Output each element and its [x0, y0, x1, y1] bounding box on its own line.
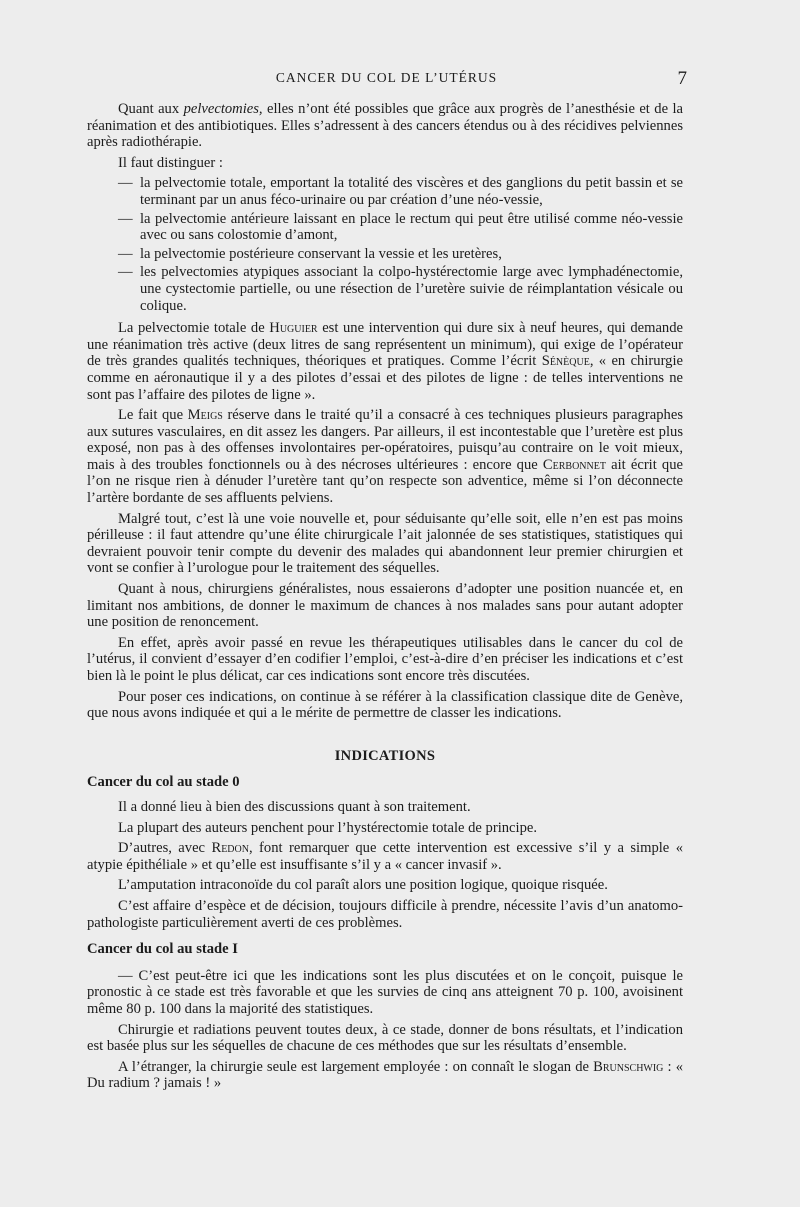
dash-marker: — — [118, 264, 133, 281]
section-title: INDICATIONS — [334, 747, 436, 764]
paragraph: Il faut distinguer : — [118, 154, 223, 171]
text-run: , « en chirurgie comme en aéronautique il y a des pilotes d’essai et des pilotes de ligne : de telles interventions ne sont pas l’affaire des pilotes de ligne ». — [87, 353, 683, 403]
paragraph: Il a donné lieu à bien des discussions quant à son traitement. — [118, 798, 471, 815]
author-name: Meigs — [187, 407, 223, 424]
paragraph — [87, 840, 683, 873]
text-run: , font remarquer que cette intervention est excessive s’il y a simple « atypie épithéliale » et qu’elle est insuffisante s’il y a « cancer invasif ». — [87, 840, 683, 873]
paragraph: Chirurgie et radiations peuvent toutes deux, à ce stade, donner de bons résultats, et l’indication est basée plus sur les séquelles de chacune de ces méthodes que sur les résultats d’ensemble. — [87, 1021, 683, 1055]
list-item-text: la pelvectomie totale, emportant la totalité des viscères et des ganglions du petit bassin et se terminant par un anus féco-urinaire ou par création d’une néo-vessie, — [140, 175, 683, 208]
paragraph: Quant à nous, chirurgiens généralistes, nous essaierons d’adopter une position nuancée et, en limitant nos ambitions, de donner le maximum de chances à nos malades sans pour autant adopter une position de renoncement. — [87, 581, 683, 631]
text-run: : « Du radium ? jamais ! » — [87, 1058, 683, 1092]
page-body — [87, 101, 683, 1096]
text-run: elles n’ont été possibles que grâce aux progrès de l’anesthésie et de la réanimation et des antibiotiques. Elles s’adressent à des cancers étendus ou à des récidives pelviennes après radiothérapie. — [87, 101, 683, 151]
author-name: Sénèque — [541, 353, 590, 370]
text-run: est une intervention qui dure six à neuf heures, qui demande une réanimation très active (deux litres de sang représentent un minimum), qui exige de l’opérateur de très grandes qualités techniques, théoriques et pratiques. Comme l’écrit — [87, 320, 684, 370]
paragraph: — C’est peut-être ici que les indications sont les plus discutées et on le conçoit, puisque le pronostic à ce stade est très favorable et que les survies de cinq ans atteignent 70 p. 100, avoisinent même 80 p. 100 dans la majorité des statistiques. — [87, 967, 683, 1017]
paragraph — [87, 1059, 683, 1092]
paragraph: En effet, après avoir passé en revue les thérapeutiques utilisables dans le cancer du col de l’utérus, il convient d’essayer d’en codifier l’emploi, c’est-à-dire d’en préciser les indications et c’est bien là le point le plus délicat, car ces indications sont encore très discutées. — [87, 634, 683, 684]
page-number: 7 — [677, 68, 687, 89]
list-item — [87, 264, 683, 314]
text-run: A l’étranger, la chirurgie seule est largement employée : on connaît le slogan de — [118, 1058, 594, 1075]
text-run: La pelvectomie totale de — [118, 320, 270, 337]
paragraph: Pour poser ces indications, on continue à se référer à la classification classique dite de Genève, que nous avons indiquée et qui a le mérite de permettre de classer les indications. — [87, 688, 683, 722]
dash-marker: — — [118, 210, 133, 227]
paragraph — [87, 407, 683, 507]
paragraph: L’amputation intraconoïde du col paraît alors une position logique, quoique risquée. — [118, 877, 608, 894]
paragraph: C’est affaire d’espèce et de décision, toujours difficile à prendre, nécessite l’avis d’un anatomo-pathologiste particulièrement averti de ces problèmes. — [87, 897, 683, 931]
text-run: Le fait que — [118, 407, 188, 424]
text-run: D’autres, avec — [118, 840, 212, 857]
text-run: réserve dans le traité qu’il a consacré à ces techniques plusieurs paragraphes aux sutures vasculaires, en dit assez les dangers. Par ailleurs, il est incontestable que l’uretère est plus exposé, non pas à des offenses involontaires per-opératoires, puisqu’au contraire on le voit mieux, mais à des troubles fonctionnels ou à des nécroses ultérieures : encore que — [87, 407, 683, 473]
dash-marker: — — [118, 175, 133, 192]
dash-marker: — — [118, 245, 133, 262]
subsection-title: Cancer du col au stade I — [87, 941, 238, 958]
author-name: Redon — [211, 840, 249, 857]
author-name: Huguier — [269, 320, 318, 337]
pelvectomy-list — [87, 175, 683, 314]
text-run: ait écrit que l’on ne risque rien à dénuder l’uretère tant qu’on respecte son adventice, même si l’on déconnecte l’artère bordante de ses affluents pelviens. — [87, 456, 683, 507]
list-item-text: les pelvectomies atypiques associant la colpo-hystérectomie large avec lymphadénectomie, une cystectomie partielle, ou une résection de l’uretère suivie de réimplantation vésicale ou colique. — [140, 264, 683, 314]
paragraph — [87, 101, 683, 151]
list-item — [87, 246, 683, 263]
list-item-text: la pelvectomie postérieure conservant la vessie et les uretères, — [140, 245, 502, 262]
list-item-text: la pelvectomie antérieure laissant en place le rectum qui peut être utilisé comme néo-vessie avec ou sans colostomie d’amont, — [140, 210, 683, 244]
emphasis: pelvectomies, — [183, 101, 263, 117]
paragraph: La plupart des auteurs penchent pour l’hystérectomie totale de principe. — [118, 819, 538, 836]
text-run: Quant aux — [118, 101, 184, 117]
author-name: Brunschwig — [593, 1058, 664, 1075]
list-item — [87, 211, 683, 244]
list-item — [87, 175, 683, 208]
paragraph — [87, 320, 683, 403]
author-name: Cerbonnet — [542, 456, 606, 473]
running-header: CANCER DU COL DE L’UTÉRUS — [275, 70, 498, 85]
paragraph: Malgré tout, c’est là une voie nouvelle et, pour séduisante qu’elle soit, elle n’en est pas moins périlleuse : il faut attendre qu’une élite chirurgicale l’ait jalonnée de ses statistiques, statistiques qui devraient pouvoir tenir compte du devenir des malades qui abandonnent leur premier chirurgien et vont se confier à l’urologue pour le traitement des séquelles. — [87, 510, 683, 577]
subsection-title: Cancer du col au stade 0 — [87, 774, 240, 791]
